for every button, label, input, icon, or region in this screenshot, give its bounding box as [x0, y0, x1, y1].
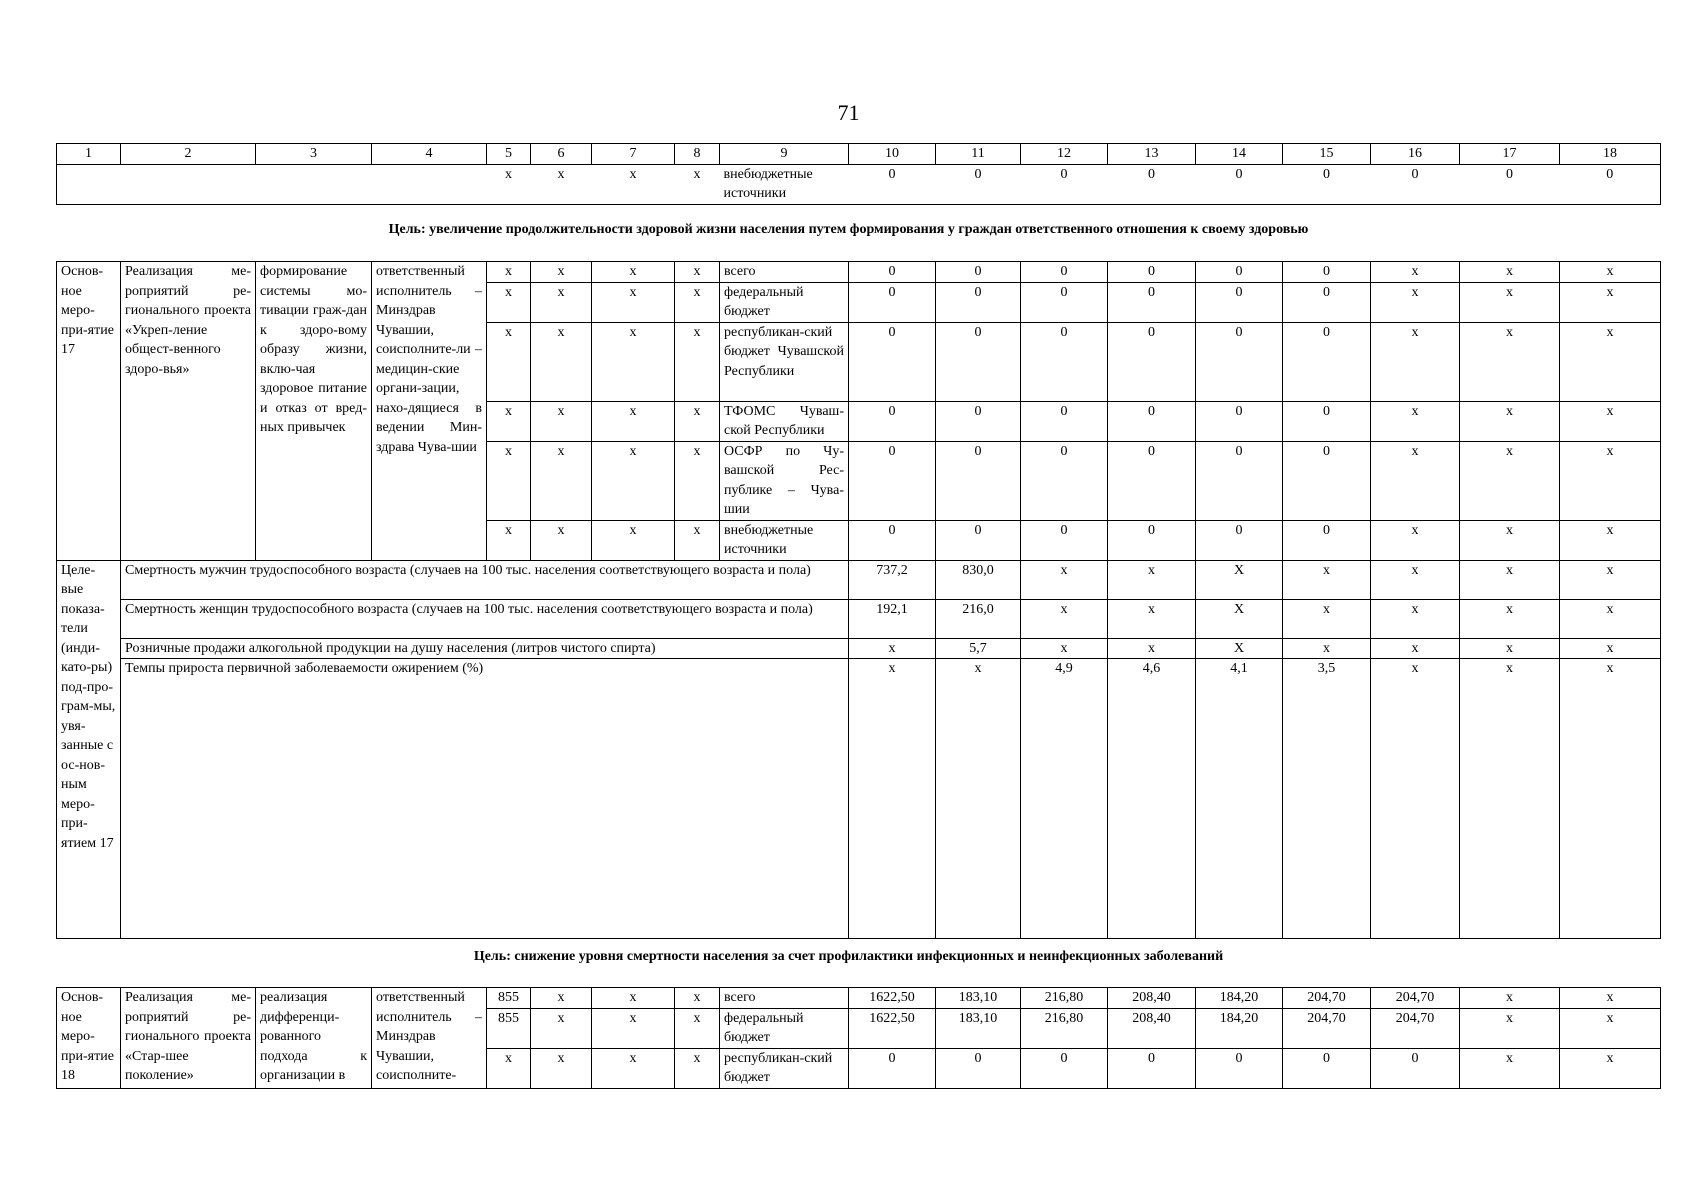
executor: ответственный исполнитель – Минздрав Чувашии, соисполните-ли – медицин-ские органи-зации, нахо-дящиеся в ведении Мин-здрава Чува-шии [372, 262, 487, 561]
measure-number: Основ-ное меро-при-ятие 18 [57, 988, 121, 1089]
value-cell: 0 [1021, 164, 1108, 204]
value-cell: x [1560, 988, 1661, 1009]
value-cell: 0 [1021, 262, 1108, 283]
value-cell: x [1560, 322, 1661, 401]
code-cell: x [675, 322, 720, 401]
code-cell: x [531, 164, 592, 204]
value-cell: x [1108, 560, 1196, 599]
value-cell: 0 [936, 322, 1021, 401]
code-cell: x [675, 1048, 720, 1088]
code-cell: x [487, 520, 531, 560]
value-cell: 0 [1283, 441, 1371, 520]
code-cell: x [531, 520, 592, 560]
value-cell: x [1460, 1048, 1560, 1088]
value-cell: 0 [1196, 401, 1283, 441]
value-cell: x [1371, 262, 1460, 283]
measure-name: Реализация ме-роприятий ре-гионального проекта «Стар-шее поколение» [121, 988, 256, 1089]
value-cell: x [1371, 401, 1460, 441]
funding-source: федеральный бюджет [720, 282, 849, 322]
funding-source: республикан-ский бюджет [720, 1048, 849, 1088]
value-cell: 4,6 [1108, 659, 1196, 939]
column-number: 6 [531, 144, 592, 165]
value-cell: 0 [1196, 322, 1283, 401]
value-cell: 0 [936, 441, 1021, 520]
value-cell: x [1460, 1008, 1560, 1048]
value-cell: 0 [1021, 1048, 1108, 1088]
value-cell: 0 [1371, 1048, 1460, 1088]
value-cell: x [1371, 441, 1460, 520]
goal-heading: Цель: увеличение продолжительности здоровой жизни населения путем формирования у граждан ответственного отношения к своему здоровью [388, 222, 1309, 237]
value-cell: 0 [936, 164, 1021, 204]
value-cell: x [1560, 659, 1661, 939]
code-cell: x [592, 988, 675, 1009]
value-cell: 0 [936, 262, 1021, 283]
value-cell: 0 [936, 1048, 1021, 1088]
code-cell: x [487, 401, 531, 441]
value-cell: 192,1 [849, 599, 936, 638]
value-cell: 0 [1283, 322, 1371, 401]
code-cell: x [675, 988, 720, 1009]
value-cell: 208,40 [1108, 988, 1196, 1009]
code-cell: x [487, 1048, 531, 1088]
measure-name: Реализация ме-роприятий ре-гионального проекта «Укреп-ление общест-венного здоро-вья» [121, 262, 256, 561]
column-number: 18 [1560, 144, 1661, 165]
value-cell: x [1371, 322, 1460, 401]
column-number: 4 [372, 144, 487, 165]
value-cell: x [1283, 599, 1371, 638]
value-cell: 0 [1283, 401, 1371, 441]
value-cell: 183,10 [936, 1008, 1021, 1048]
value-cell: 4,9 [1021, 659, 1108, 939]
code-cell: x [592, 401, 675, 441]
value-cell: 4,1 [1196, 659, 1283, 939]
column-number: 5 [487, 144, 531, 165]
value-cell: 0 [1283, 164, 1371, 204]
value-cell: 0 [1283, 282, 1371, 322]
code-cell: x [592, 282, 675, 322]
value-cell: 204,70 [1283, 988, 1371, 1009]
value-cell: 0 [849, 262, 936, 283]
value-cell: x [1021, 599, 1108, 638]
code-cell: x [675, 164, 720, 204]
indicator-group-label: Целе-вые показа-тели (инди-като-ры) под-про-грам-мы, увя-занные с ос-нов-ным меро-при-ятием 17 [57, 560, 121, 939]
code-cell: x [675, 262, 720, 283]
value-cell: 183,10 [936, 988, 1021, 1009]
column-number: 2 [121, 144, 256, 165]
table-row [57, 164, 1661, 204]
value-cell: x [1560, 560, 1661, 599]
value-cell: 0 [1196, 520, 1283, 560]
value-cell: x [1108, 638, 1196, 659]
column-number: 13 [1108, 144, 1196, 165]
code-cell: x [592, 441, 675, 520]
value-cell: X [1196, 638, 1283, 659]
code-cell: x [675, 441, 720, 520]
code-cell: x [675, 520, 720, 560]
value-cell: 216,80 [1021, 988, 1108, 1009]
value-cell: x [1371, 599, 1460, 638]
code-cell: x [592, 520, 675, 560]
code-cell: x [531, 262, 592, 283]
table-measure-18 [56, 987, 1661, 1089]
value-cell: x [1560, 1008, 1661, 1048]
table-row [57, 262, 1661, 283]
value-cell: x [1460, 988, 1560, 1009]
value-cell: x [1460, 401, 1560, 441]
table-header-continuation [56, 143, 1661, 205]
value-cell: x [1560, 638, 1661, 659]
indicator-name: Розничные продажи алкогольной продукции на душу населения (литров чистого спирта) [121, 638, 849, 659]
measure-number: Основ-ное меро-при-ятие 17 [57, 262, 121, 561]
value-cell: X [1196, 560, 1283, 599]
code-cell: x [531, 441, 592, 520]
code-cell: x [487, 282, 531, 322]
value-cell: x [1021, 638, 1108, 659]
table-row [57, 560, 1661, 599]
value-cell: x [1371, 520, 1460, 560]
code-cell: x [592, 322, 675, 401]
column-number: 9 [720, 144, 849, 165]
code-cell: x [487, 164, 531, 204]
value-cell: 0 [1108, 401, 1196, 441]
value-cell: 830,0 [936, 560, 1021, 599]
value-cell: x [1460, 262, 1560, 283]
value-cell: 208,40 [1108, 1008, 1196, 1048]
value-cell: x [1560, 401, 1661, 441]
executor: ответственный исполнитель – Минздрав Чувашии, соисполните- [372, 988, 487, 1089]
code-cell: x [487, 262, 531, 283]
value-cell: x [1460, 282, 1560, 322]
value-cell: x [1371, 638, 1460, 659]
value-cell: x [1460, 599, 1560, 638]
page-number: 71 [837, 100, 860, 125]
value-cell: 0 [1283, 262, 1371, 283]
value-cell: x [1460, 638, 1560, 659]
value-cell: 0 [1196, 441, 1283, 520]
funding-source: всего [720, 988, 849, 1009]
column-number: 1 [57, 144, 121, 165]
value-cell: x [1560, 282, 1661, 322]
value-cell: x [1560, 520, 1661, 560]
value-cell: 0 [849, 520, 936, 560]
value-cell: 0 [849, 441, 936, 520]
code-cell: x [675, 282, 720, 322]
value-cell: 0 [1021, 322, 1108, 401]
value-cell: 204,70 [1283, 1008, 1371, 1048]
value-cell: 5,7 [936, 638, 1021, 659]
value-cell: x [1460, 520, 1560, 560]
funding-source: внебюджетные источники [720, 164, 849, 204]
value-cell: 1622,50 [849, 1008, 936, 1048]
indicator-name: Смертность мужчин трудоспособного возраста (случаев на 100 тыс. населения соответствующего возраста и пола) [121, 560, 849, 599]
value-cell: x [1460, 659, 1560, 939]
value-cell: x [849, 638, 936, 659]
table-row [57, 599, 1661, 638]
value-cell: 0 [1108, 322, 1196, 401]
code-cell: x [531, 1008, 592, 1048]
value-cell: 0 [936, 401, 1021, 441]
code-cell: x [531, 322, 592, 401]
value-cell: x [1560, 441, 1661, 520]
value-cell: x [1560, 599, 1661, 638]
code-cell: x [592, 1048, 675, 1088]
column-number: 8 [675, 144, 720, 165]
value-cell: 0 [1108, 520, 1196, 560]
code-cell: 855 [487, 988, 531, 1009]
value-cell: 0 [849, 1048, 936, 1088]
code-cell: x [675, 401, 720, 441]
indicator-name: Смертность женщин трудоспособного возраста (случаев на 100 тыс. населения соответствующего возраста и пола) [121, 599, 849, 638]
code-cell: x [531, 401, 592, 441]
value-cell: 0 [1108, 282, 1196, 322]
funding-source: всего [720, 262, 849, 283]
value-cell: 216,0 [936, 599, 1021, 638]
funding-source: республикан-ский бюджет Чувашской Республики [720, 322, 849, 401]
value-cell: 0 [1021, 282, 1108, 322]
funding-source: внебюджетные источники [720, 520, 849, 560]
value-cell: 0 [936, 520, 1021, 560]
table-cell [57, 164, 121, 204]
value-cell: 1622,50 [849, 988, 936, 1009]
value-cell: 0 [1283, 1048, 1371, 1088]
measure-description: формирование системы мо-тивации граж-дан к здоро-вому образу жизни, вклю-чая здоровое питание и отказ от вред-ных привычек [256, 262, 372, 561]
value-cell: 0 [1196, 1048, 1283, 1088]
code-cell: x [592, 1008, 675, 1048]
table-row [57, 988, 1661, 1009]
value-cell: x [1560, 1048, 1661, 1088]
value-cell: 184,20 [1196, 988, 1283, 1009]
value-cell: 0 [1108, 262, 1196, 283]
value-cell: 0 [936, 282, 1021, 322]
value-cell: x [1460, 322, 1560, 401]
value-cell: x [1108, 599, 1196, 638]
column-number: 17 [1460, 144, 1560, 165]
funding-source: ОСФР по Чу-вашской Рес-публике – Чува-шии [720, 441, 849, 520]
column-number: 14 [1196, 144, 1283, 165]
column-number: 7 [592, 144, 675, 165]
value-cell: 0 [849, 282, 936, 322]
table-row [57, 638, 1661, 659]
column-number: 10 [849, 144, 936, 165]
funding-source: федеральный бюджет [720, 1008, 849, 1048]
table-row [57, 659, 1661, 939]
code-cell: x [487, 322, 531, 401]
table-cell [256, 164, 372, 204]
column-number: 11 [936, 144, 1021, 165]
column-number: 12 [1021, 144, 1108, 165]
measure-description: реализация дифференци-рованного подхода к организации в [256, 988, 372, 1089]
value-cell: 0 [1196, 282, 1283, 322]
value-cell: 0 [1108, 441, 1196, 520]
code-cell: x [531, 988, 592, 1009]
value-cell: 0 [1108, 164, 1196, 204]
value-cell: 0 [849, 401, 936, 441]
value-cell: x [1371, 282, 1460, 322]
value-cell: 216,80 [1021, 1008, 1108, 1048]
code-cell: x [531, 282, 592, 322]
value-cell: x [1283, 560, 1371, 599]
value-cell: x [936, 659, 1021, 939]
value-cell: 0 [1283, 520, 1371, 560]
indicator-name: Темпы прироста первичной заболеваемости ожирением (%) [121, 659, 849, 939]
code-cell: 855 [487, 1008, 531, 1048]
value-cell: x [1021, 560, 1108, 599]
value-cell: 0 [849, 322, 936, 401]
value-cell: 0 [1196, 164, 1283, 204]
value-cell: X [1196, 599, 1283, 638]
value-cell: 184,20 [1196, 1008, 1283, 1048]
code-cell: x [592, 164, 675, 204]
column-number-row [57, 144, 1661, 165]
value-cell: 0 [1371, 164, 1460, 204]
code-cell: x [487, 441, 531, 520]
value-cell: x [1283, 638, 1371, 659]
value-cell: 0 [1021, 401, 1108, 441]
value-cell: 204,70 [1371, 988, 1460, 1009]
code-cell: x [675, 1008, 720, 1048]
value-cell: 0 [1196, 262, 1283, 283]
value-cell: 0 [1021, 520, 1108, 560]
value-cell: 204,70 [1371, 1008, 1460, 1048]
column-number: 16 [1371, 144, 1460, 165]
code-cell: x [592, 262, 675, 283]
value-cell: x [1371, 560, 1460, 599]
code-cell: x [531, 1048, 592, 1088]
column-number: 3 [256, 144, 372, 165]
value-cell: 3,5 [1283, 659, 1371, 939]
column-number: 15 [1283, 144, 1371, 165]
table-cell [121, 164, 256, 204]
table-measure-17 [56, 261, 1661, 939]
value-cell: x [1460, 560, 1560, 599]
value-cell: x [1560, 262, 1661, 283]
value-cell: 0 [849, 164, 936, 204]
funding-source: ТФОМС Чуваш-ской Республики [720, 401, 849, 441]
value-cell: 737,2 [849, 560, 936, 599]
table-cell [372, 164, 487, 204]
goal-heading: Цель: снижение уровня смертности населения за счет профилактики инфекционных и неинфекционных заболеваний [473, 949, 1224, 964]
value-cell: x [1371, 659, 1460, 939]
value-cell: x [849, 659, 936, 939]
value-cell: 0 [1108, 1048, 1196, 1088]
value-cell: 0 [1021, 441, 1108, 520]
value-cell: 0 [1560, 164, 1661, 204]
value-cell: 0 [1460, 164, 1560, 204]
value-cell: x [1460, 441, 1560, 520]
